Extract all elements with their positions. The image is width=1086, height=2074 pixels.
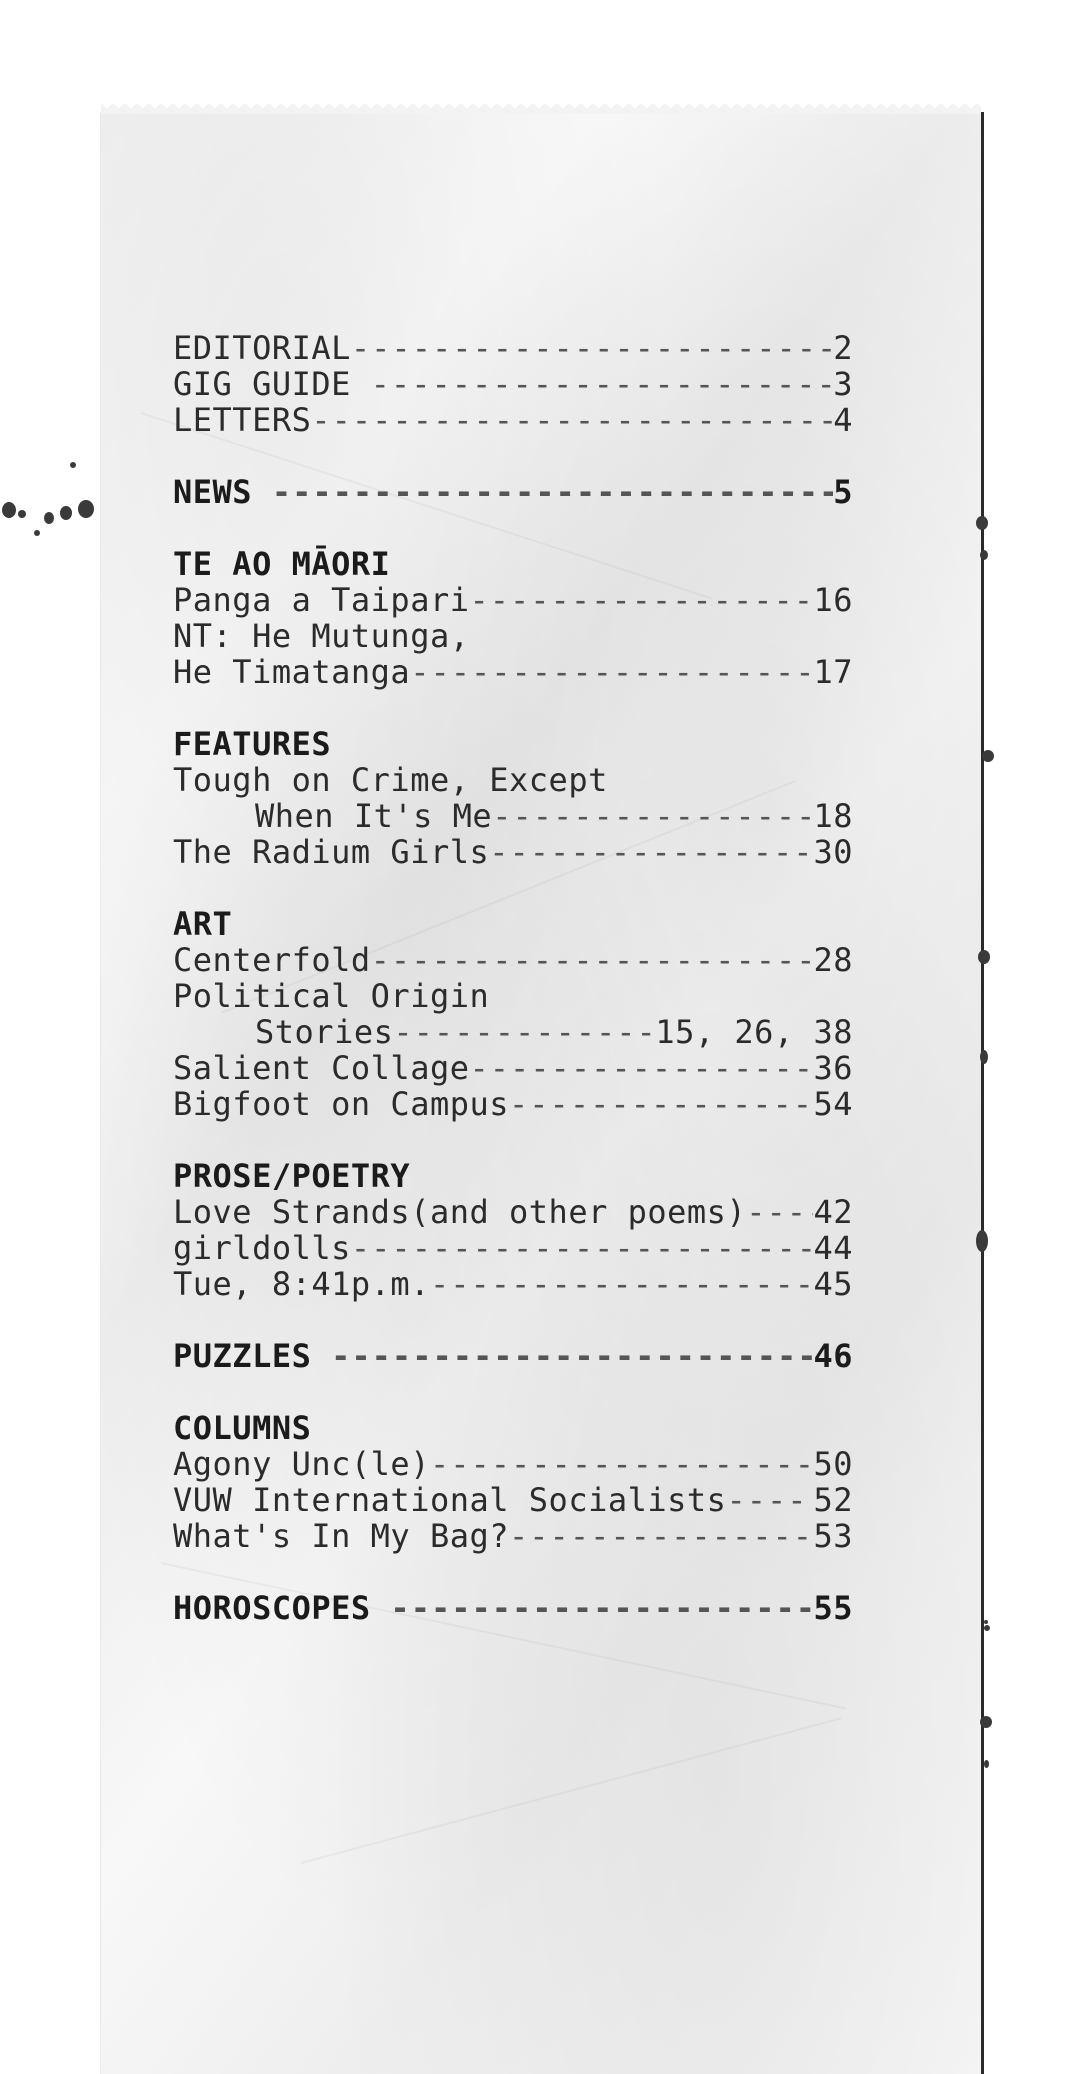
entry-title: Love Strands(and other poems) [173,1193,747,1231]
entry-page: 42 [813,1193,853,1231]
entry-title: VUW International Socialists [173,1481,727,1519]
ink-blot [78,500,94,518]
ink-blot [44,512,54,524]
section-heading-art [173,906,853,942]
toc-entry-editorial [173,330,853,366]
toc-entry [173,762,853,798]
entry-title: The Radium Girls [173,833,490,871]
entry-page: 28 [813,941,853,979]
entry-title: LETTERS [173,401,312,439]
entry-title: Agony Unc(le) [173,1445,430,1483]
entry-title: Salient Collage [173,1049,470,1087]
dot-leader [351,1230,814,1266]
entry-page: 55 [813,1589,853,1627]
section-heading: ART [173,905,233,943]
dot-leader [371,366,834,402]
dot-leader [469,1050,813,1086]
toc-entry [173,834,853,870]
section-heading: HOROSCOPES [173,1589,391,1627]
ink-blot [980,1050,988,1064]
toc-entry [173,1014,853,1050]
section-heading-features [173,726,853,762]
ink-blot [18,510,26,518]
entry-page: 5 [833,473,853,511]
entry-title: girldolls [173,1229,351,1267]
dot-leader [489,834,813,870]
entry-title: Political Origin [173,977,490,1015]
toc-entry [173,1230,853,1266]
entry-page: 18 [813,797,853,835]
entry-title: NT: He Mutunga, [173,617,470,655]
section-heading-te-ao-maori [173,546,853,582]
dot-leader [390,1590,813,1626]
ink-blot [976,1230,988,1252]
section-heading: PUZZLES [173,1337,332,1375]
entry-page: 54 [813,1085,853,1123]
entry-title: Panga a Taipari [173,581,470,619]
toc-entry-news [173,474,853,510]
dot-leader [393,1014,655,1050]
toc-entry [173,1482,853,1518]
toc-entry-puzzles [173,1338,853,1374]
entry-title: GIG GUIDE [173,365,371,403]
dot-leader [410,654,813,690]
section-heading: COLUMNS [173,1409,312,1447]
toc-entry [173,1446,853,1482]
entry-page: 46 [813,1337,853,1375]
entry-page: 2 [833,329,853,367]
entry-page: 45 [813,1265,853,1303]
ink-blot [2,502,16,518]
dot-leader [430,1266,814,1302]
dot-leader [746,1194,813,1230]
ink-blot [984,1625,990,1631]
ink-blot [984,1760,989,1768]
ink-blot [982,750,994,762]
entry-page: 3 [833,365,853,403]
dot-leader [351,330,833,366]
toc-entry [173,978,853,1014]
entry-page: 30 [813,833,853,871]
entry-title: What's In My Bag? [173,1517,510,1555]
section-heading-columns [173,1410,853,1446]
dot-leader [311,402,833,438]
entry-title: Bigfoot on Campus [173,1085,510,1123]
ink-blot [70,462,76,468]
toc-entry [173,1050,853,1086]
dot-leader [430,1446,814,1482]
toc-entry-letters [173,402,853,438]
toc-entry [173,1086,853,1122]
section-heading: FEATURES [173,725,332,763]
dot-leader [371,942,814,978]
entry-title: EDITORIAL [173,329,351,367]
entry-title: Centerfold [173,941,371,979]
dot-leader [272,474,833,510]
entry-page: 52 [813,1481,853,1519]
ink-blot [984,1620,988,1624]
section-heading: NEWS [173,473,272,511]
ink-blot [978,950,990,964]
entry-page: 16 [813,581,853,619]
entry-title: Stories [255,1013,394,1051]
toc-entry [173,1518,853,1554]
toc-entry [173,942,853,978]
table-of-contents [173,330,853,1626]
ink-blot [976,516,988,530]
dot-leader [492,798,813,834]
entry-title: He Timatanga [173,653,411,691]
toc-entry [173,618,853,654]
ink-blot [980,1716,992,1728]
toc-entry [173,582,853,618]
dot-leader [331,1338,813,1374]
ink-blot [34,530,40,536]
entry-page: 4 [833,401,853,439]
section-heading: PROSE/POETRY [173,1157,411,1195]
entry-title: Tough on Crime, Except [173,761,608,799]
dot-leader [726,1482,813,1518]
toc-entry [173,798,853,834]
dot-leader [509,1086,813,1122]
entry-title: When It's Me [255,797,493,835]
paper-crease [301,1717,842,1864]
entry-title: Tue, 8:41p.m. [173,1265,430,1303]
toc-entry [173,1194,853,1230]
section-heading-prose-poetry [173,1158,853,1194]
entry-page: 53 [813,1517,853,1555]
toc-entry-horoscopes [173,1590,853,1626]
dot-leader [469,582,813,618]
receipt-paper [100,112,984,2074]
toc-entry [173,654,853,690]
section-heading: TE AO MĀORI [173,545,391,583]
toc-entry-gig-guide [173,366,853,402]
toc-entry [173,1266,853,1302]
entry-page: 44 [813,1229,853,1267]
ink-blot [60,506,72,520]
entry-page: 17 [813,653,853,691]
entry-page: 50 [813,1445,853,1483]
ink-blot [980,550,988,560]
entry-page: 15, 26, 38 [655,1013,853,1051]
entry-page: 36 [813,1049,853,1087]
dot-leader [509,1518,813,1554]
